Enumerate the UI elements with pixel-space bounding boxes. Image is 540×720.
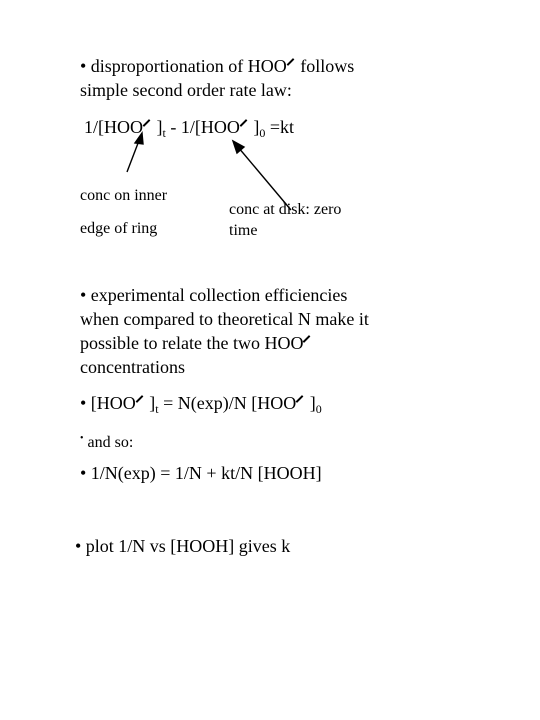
eq-part: ] [144,393,156,413]
subscript-0: 0 [315,402,322,416]
annotation-inner-edge-line1 [80,186,167,206]
eq-part: =kt [265,117,294,137]
arrowhead-inner-edge [135,133,143,144]
text: possible to relate the two HOO [80,333,304,353]
text: time [229,222,258,239]
eq-part: - 1/[HOO [165,117,240,137]
small-bullet: • [80,433,84,444]
text: conc on inner [80,187,168,204]
text: • plot 1/N vs [HOOH] gives k [75,536,291,556]
text: conc at disk: zero [229,201,342,218]
annotation-disk-line2 [229,221,257,241]
annotation-disk-line1 [229,200,341,220]
bullet-plot [75,535,290,557]
eq-part: = N(exp)/N [HOO [158,393,297,413]
eq-part: ] [248,117,260,137]
eq-part: ] [152,117,163,137]
bullet-collection-line3 [80,332,312,354]
subscript-t: t [155,402,159,416]
eq-part: ] [305,393,316,413]
radical-dot-icon [135,395,143,403]
bullet-relation-equation [80,392,322,420]
text: edge of ring [80,220,158,237]
text: • 1/N(exp) = 1/N + kt/N [HOOH] [80,463,322,483]
subscript-t: t [162,126,166,140]
bullet-collection-line4 [80,356,185,378]
radical-dot-icon [296,395,304,403]
eq-part: • [HOO [80,393,136,413]
bullet-collection-line1 [80,284,347,306]
text: and so: [83,434,134,451]
text: follows [295,56,355,76]
bullet-collection-line2 [80,308,369,330]
annotation-inner-edge-line2 [80,219,157,239]
bullet-n-exp-equation [80,462,322,484]
subscript-0: 0 [259,126,266,140]
radical-dot-icon [303,335,311,343]
text: when compared to theoretical N make it [80,309,369,329]
text: simple second order rate law: [80,80,292,100]
text: • disproportionation of HOO [80,56,287,76]
and-so-line [80,429,133,453]
eq-part: 1/[HOO [84,117,143,137]
text: • experimental collection efficiencies [80,285,348,305]
text: concentrations [80,357,185,377]
